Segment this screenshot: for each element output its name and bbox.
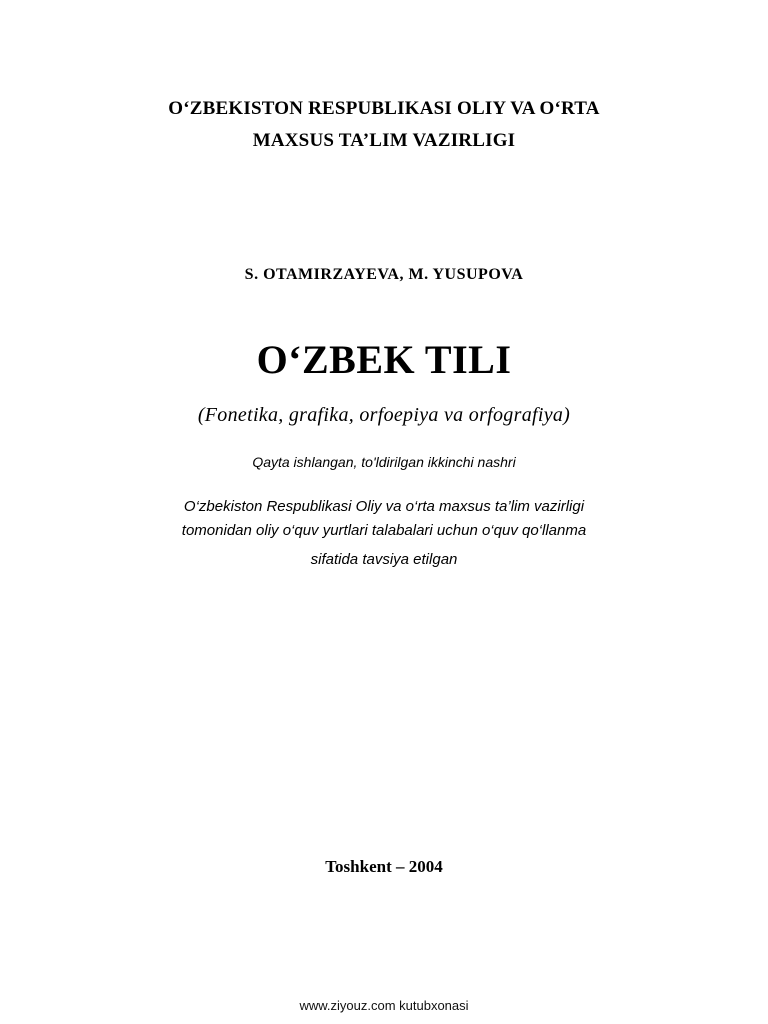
recommendation-line-3: sifatida tavsiya etilgan: [310, 551, 458, 568]
book-title: O‘ZBEK TILI: [256, 337, 512, 382]
authors: S. OTAMIRZAYEVA, M. YUSUPOVA: [244, 266, 524, 283]
publication-place-year: Toshkent – 2004: [325, 857, 443, 876]
ministry-heading-line-2: MAXSUS TA’LIM VAZIRLIGI: [252, 130, 516, 151]
edition-note: Qayta ishlangan, to'ldirilgan ikkinchi nashri: [252, 454, 516, 470]
watermark-text: www.ziyouz.com kutubxonasi: [299, 998, 469, 1013]
book-subtitle: (Fonetika, grafika, orfoepiya va orfografiya): [197, 404, 571, 426]
recommendation-line-2: tomonidan oliy o‘quv yurtlari talabalari uchun o‘quv qo‘llanma: [181, 522, 587, 539]
ministry-heading-line-1: O‘ZBEKISTON RESPUBLIKASI OLIY VA O‘RTA: [168, 98, 600, 119]
recommendation-line-1: O‘zbekiston Respublikasi Oliy va o‘rta maxsus ta’lim vazirligi: [183, 498, 585, 515]
